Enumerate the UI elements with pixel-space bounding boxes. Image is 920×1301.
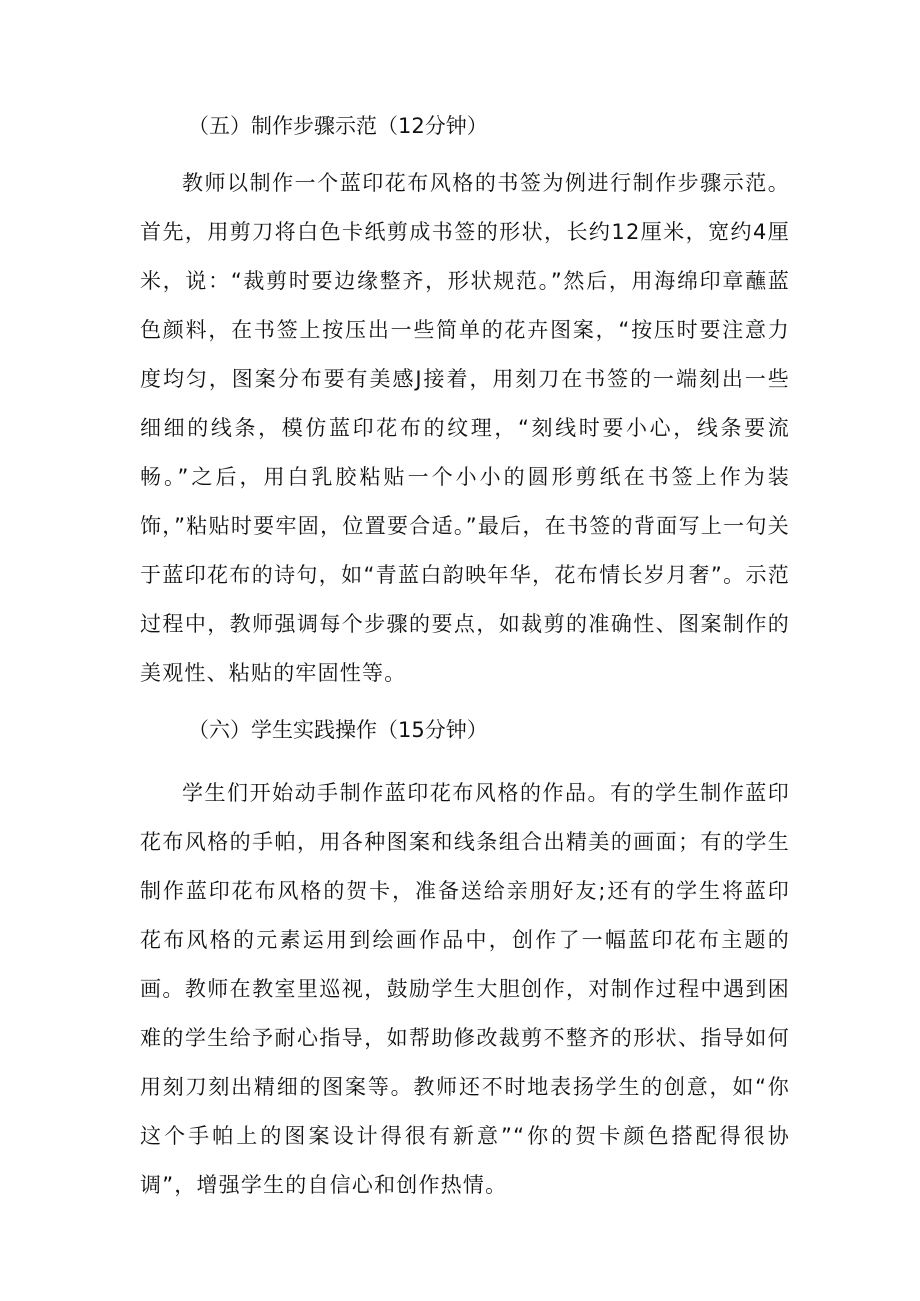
section-heading-5: （五）制作步骤示范（12分钟） (188, 114, 488, 138)
spacer (0, 752, 920, 769)
document-body (0, 110, 920, 1210)
section-paragraph-6: 学生们开始动手制作蓝印花布风格的作品。有的学生制作蓝印花布风格的手帕，用各种图案和线条组合出精美的画面；有的学生制作蓝印花布风格的贺卡，准备送给亲朋好友;还有的学生将蓝印花布风格的元素运用到绘画作品中，创作了一幅蓝印花布主题的画。教师在教室里巡视，鼓励学生大胆创作，对制作过程中遇到困难的学生给予耐心指导，如帮助修改裁剪不整齐的形状、指导如何用刻刀刻出精细的图案等。教师还不时地表扬学生的创意，如“你这个手帕上的图案设计得很有新意”“你的贺卡颜色搭配得很协调”，增强学生的自信心和创作热情。 (140, 781, 790, 1197)
section-heading-wrapper (0, 708, 920, 752)
section-paragraph-5: 教师以制作一个蓝印花布风格的书签为例进行制作步骤示范。首先，用剪刀将白色卡纸剪成书签的形状，长约12厘米，宽约4厘米，说：“裁剪时要边缘整齐，形状规范。”然后，用海绵印章蘸蓝色颜料，在书签上按压出一些简单的花卉图案，“按压时要注意力度均匀，图案分布要有美感J接着，用刻刀在书签的一端刻出一些细细的线条，模仿蓝印花布的纹理，“刻线时要小心，线条要流畅。”之后，用白乳胶粘贴一个小小的圆形剪纸在书签上作为装饰，”粘贴时要牢固，位置要合适。”最后，在书签的背面写上一句关于蓝印花布的诗句，如“青蓝白韵映年华，花布情长岁月奢”。示范过程中，教师强调每个步骤的要点，如裁剪的准确性、图案制作的美观性、粘贴的牢固性等。 (140, 171, 790, 685)
spacer (0, 142, 920, 159)
spacer (0, 698, 920, 708)
section-heading-6: （六）学生实践操作（15分钟） (188, 718, 488, 742)
